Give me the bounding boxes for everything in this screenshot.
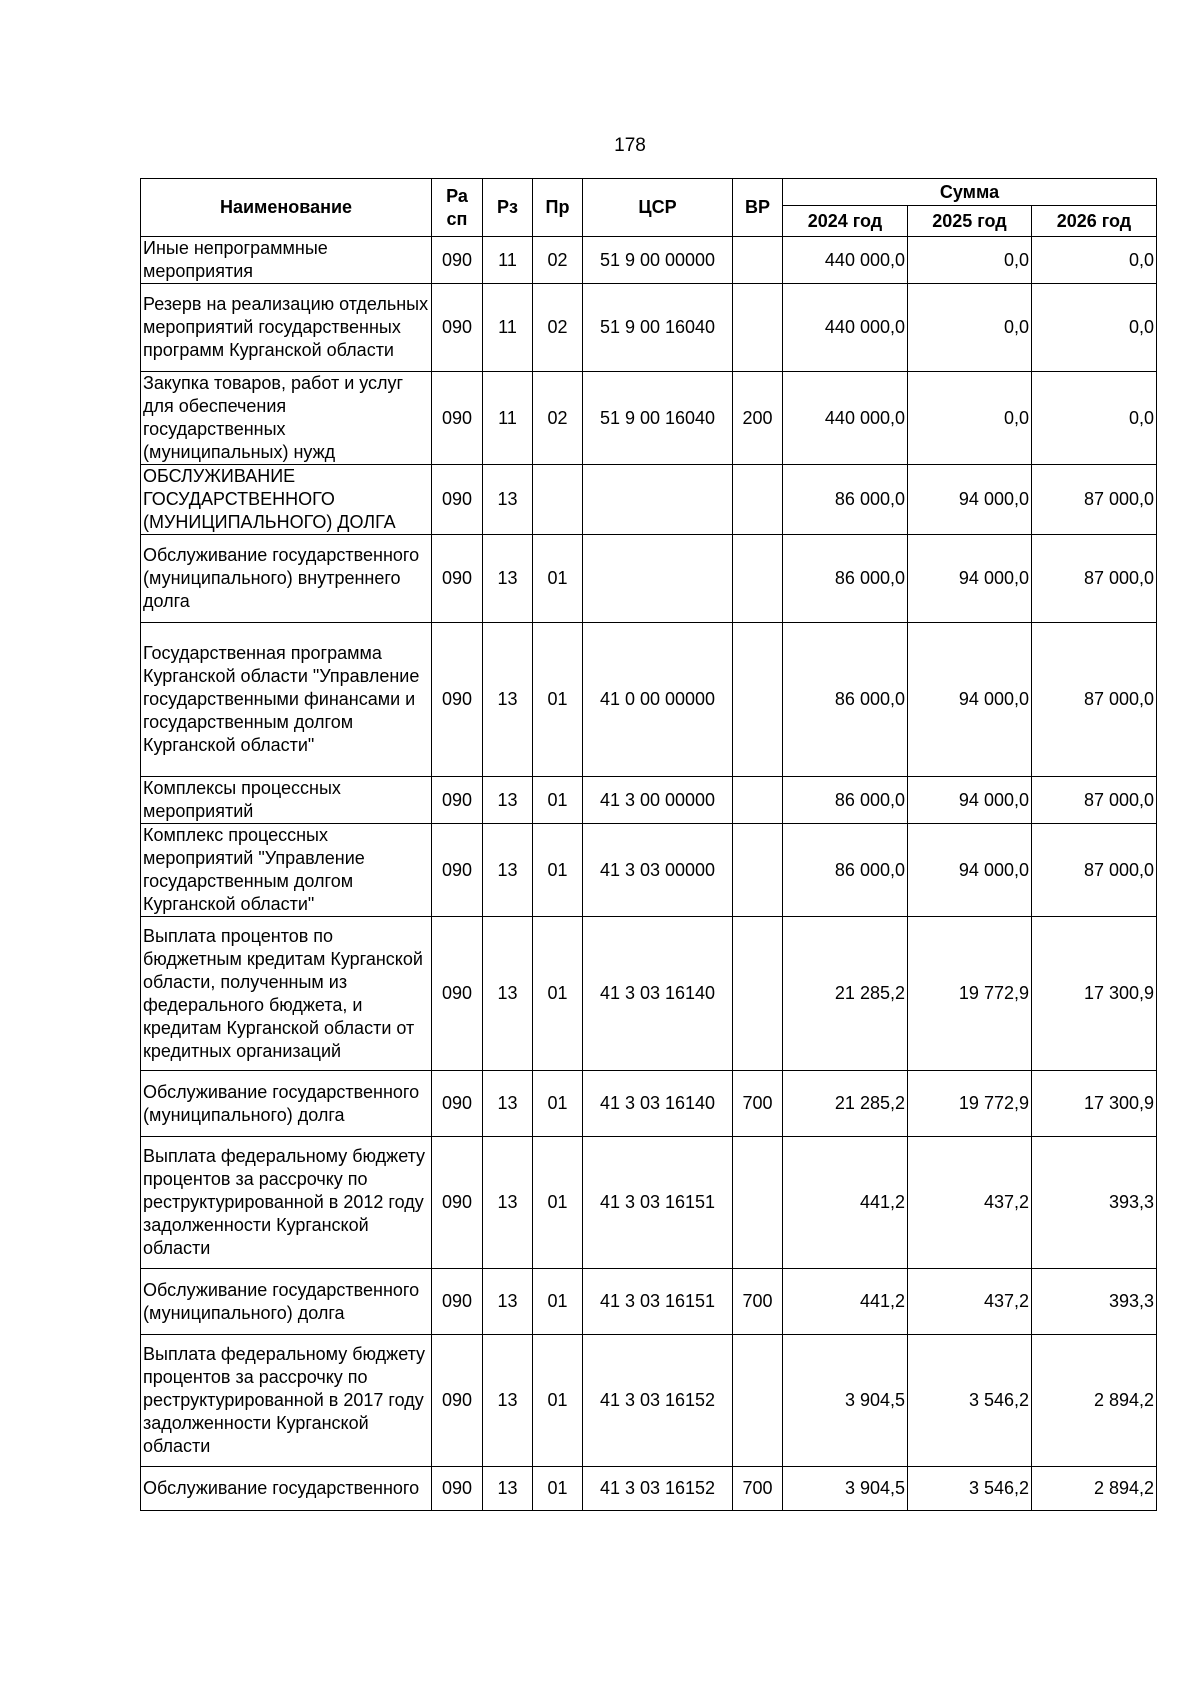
row-rasp: 090 (432, 824, 483, 917)
row-rasp: 090 (432, 237, 483, 284)
row-rasp: 090 (432, 777, 483, 824)
row-name: Выплата процентов по бюджетным кредитам Курганской области, полученным из федерального бюджета, и кредитам Курганской области от кредитных организаций (141, 917, 432, 1071)
row-pr: 01 (533, 824, 583, 917)
row-rasp: 090 (432, 372, 483, 465)
table-row (141, 284, 1157, 372)
row-csr: 41 3 00 00000 (583, 777, 733, 824)
row-sum-2026: 87 000,0 (1032, 824, 1157, 917)
row-name: Выплата федеральному бюджету процентов за рассрочку по реструктурированной в 2017 году задолженности Курганской области (141, 1335, 432, 1467)
header-year-2024: 2024 год (783, 206, 908, 237)
table-row (141, 465, 1157, 535)
row-sum-2026: 0,0 (1032, 237, 1157, 284)
row-sum-2026: 393,3 (1032, 1137, 1157, 1269)
row-sum-2026: 87 000,0 (1032, 777, 1157, 824)
row-rz: 13 (483, 623, 533, 777)
row-sum-2026: 17 300,9 (1032, 917, 1157, 1071)
table-header (141, 179, 1157, 237)
row-rz: 11 (483, 284, 533, 372)
row-vr (733, 917, 783, 1071)
row-rasp: 090 (432, 917, 483, 1071)
table-row (141, 1467, 1157, 1511)
row-pr: 01 (533, 1467, 583, 1511)
row-rz: 13 (483, 777, 533, 824)
row-sum-2024: 86 000,0 (783, 623, 908, 777)
row-name: Государственная программа Курганской области "Управление государственными финансами и государственным долгом Курганской области" (141, 623, 432, 777)
row-rz: 13 (483, 535, 533, 623)
row-sum-2025: 0,0 (908, 284, 1032, 372)
row-pr (533, 465, 583, 535)
row-vr (733, 777, 783, 824)
row-rz: 13 (483, 1269, 533, 1335)
row-sum-2026: 2 894,2 (1032, 1335, 1157, 1467)
table-row (141, 237, 1157, 284)
row-name: Обслуживание государственного (муниципального) долга (141, 1071, 432, 1137)
header-vr: ВР (733, 179, 783, 237)
row-sum-2026: 0,0 (1032, 372, 1157, 465)
row-csr: 41 3 03 16151 (583, 1137, 733, 1269)
row-vr (733, 237, 783, 284)
row-csr: 41 0 00 00000 (583, 623, 733, 777)
header-pr: Пр (533, 179, 583, 237)
row-sum-2025: 94 000,0 (908, 623, 1032, 777)
row-csr (583, 465, 733, 535)
row-csr: 41 3 03 16152 (583, 1467, 733, 1511)
row-sum-2025: 94 000,0 (908, 535, 1032, 623)
row-name: Комплексы процессных мероприятий (141, 777, 432, 824)
row-name: Иные непрограммные мероприятия (141, 237, 432, 284)
row-csr: 41 3 03 16152 (583, 1335, 733, 1467)
row-vr (733, 824, 783, 917)
table-row (141, 372, 1157, 465)
row-sum-2024: 86 000,0 (783, 465, 908, 535)
row-csr (583, 535, 733, 623)
row-pr: 01 (533, 623, 583, 777)
table-row (141, 777, 1157, 824)
row-sum-2024: 441,2 (783, 1137, 908, 1269)
row-vr: 700 (733, 1467, 783, 1511)
row-pr: 02 (533, 372, 583, 465)
row-sum-2025: 19 772,9 (908, 1071, 1032, 1137)
row-vr (733, 284, 783, 372)
row-vr: 700 (733, 1269, 783, 1335)
row-rz: 13 (483, 1335, 533, 1467)
row-csr: 41 3 03 16151 (583, 1269, 733, 1335)
row-rz: 13 (483, 824, 533, 917)
row-rz: 13 (483, 1467, 533, 1511)
row-rasp: 090 (432, 1335, 483, 1467)
row-sum-2025: 94 000,0 (908, 824, 1032, 917)
row-pr: 02 (533, 284, 583, 372)
row-rz: 11 (483, 237, 533, 284)
header-sum: Сумма (783, 179, 1157, 206)
row-sum-2024: 3 904,5 (783, 1467, 908, 1511)
row-sum-2024: 86 000,0 (783, 535, 908, 623)
header-rz: Рз (483, 179, 533, 237)
row-name: Комплекс процессных мероприятий "Управление государственным долгом Курганской области" (141, 824, 432, 917)
row-rasp: 090 (432, 284, 483, 372)
header-year-2025: 2025 год (908, 206, 1032, 237)
header-year-2026: 2026 год (1032, 206, 1157, 237)
table-row (141, 1071, 1157, 1137)
row-sum-2025: 437,2 (908, 1137, 1032, 1269)
row-sum-2024: 440 000,0 (783, 237, 908, 284)
row-pr: 01 (533, 1071, 583, 1137)
row-sum-2026: 0,0 (1032, 284, 1157, 372)
row-sum-2024: 86 000,0 (783, 777, 908, 824)
row-rz: 13 (483, 465, 533, 535)
row-rz: 11 (483, 372, 533, 465)
header-csr: ЦСР (583, 179, 733, 237)
table-row (141, 1137, 1157, 1269)
row-name: Обслуживание государственного (муниципального) долга (141, 1269, 432, 1335)
row-rasp: 090 (432, 535, 483, 623)
row-sum-2024: 21 285,2 (783, 1071, 908, 1137)
row-sum-2024: 86 000,0 (783, 824, 908, 917)
row-sum-2024: 441,2 (783, 1269, 908, 1335)
row-vr (733, 623, 783, 777)
row-name: ОБСЛУЖИВАНИЕ ГОСУДАРСТВЕННОГО (МУНИЦИПАЛЬНОГО) ДОЛГА (141, 465, 432, 535)
row-sum-2026: 17 300,9 (1032, 1071, 1157, 1137)
page-number: 178 (614, 135, 646, 156)
row-sum-2025: 3 546,2 (908, 1467, 1032, 1511)
row-name: Закупка товаров, работ и услуг для обеспечения государственных (муниципальных) нужд (141, 372, 432, 465)
row-rasp: 090 (432, 1467, 483, 1511)
row-sum-2025: 437,2 (908, 1269, 1032, 1335)
table-row (141, 623, 1157, 777)
row-sum-2026: 2 894,2 (1032, 1467, 1157, 1511)
row-sum-2025: 3 546,2 (908, 1335, 1032, 1467)
row-pr: 01 (533, 1335, 583, 1467)
row-csr: 51 9 00 00000 (583, 237, 733, 284)
row-vr (733, 1335, 783, 1467)
row-csr: 51 9 00 16040 (583, 284, 733, 372)
row-sum-2025: 94 000,0 (908, 465, 1032, 535)
row-rasp: 090 (432, 1269, 483, 1335)
row-vr: 700 (733, 1071, 783, 1137)
table-body (141, 237, 1157, 1511)
row-name: Выплата федеральному бюджету процентов за рассрочку по реструктурированной в 2012 году задолженности Курганской области (141, 1137, 432, 1269)
row-csr: 41 3 03 16140 (583, 1071, 733, 1137)
table-row (141, 535, 1157, 623)
row-pr: 02 (533, 237, 583, 284)
row-rz: 13 (483, 917, 533, 1071)
table-row (141, 824, 1157, 917)
table-row (141, 917, 1157, 1071)
row-sum-2026: 87 000,0 (1032, 623, 1157, 777)
row-csr: 41 3 03 00000 (583, 824, 733, 917)
row-vr (733, 465, 783, 535)
row-sum-2026: 393,3 (1032, 1269, 1157, 1335)
row-sum-2025: 0,0 (908, 237, 1032, 284)
budget-table (140, 178, 1157, 1511)
row-rasp: 090 (432, 1071, 483, 1137)
row-vr (733, 535, 783, 623)
row-sum-2025: 19 772,9 (908, 917, 1032, 1071)
row-csr: 41 3 03 16140 (583, 917, 733, 1071)
row-rasp: 090 (432, 1137, 483, 1269)
row-pr: 01 (533, 777, 583, 824)
row-name: Резерв на реализацию отдельных мероприятий государственных программ Курганской области (141, 284, 432, 372)
row-rasp: 090 (432, 623, 483, 777)
row-sum-2026: 87 000,0 (1032, 465, 1157, 535)
row-sum-2024: 440 000,0 (783, 284, 908, 372)
row-sum-2024: 3 904,5 (783, 1335, 908, 1467)
row-sum-2024: 440 000,0 (783, 372, 908, 465)
row-pr: 01 (533, 1137, 583, 1269)
row-vr: 200 (733, 372, 783, 465)
header-rasp: Ра сп (432, 179, 483, 237)
row-pr: 01 (533, 535, 583, 623)
row-pr: 01 (533, 1269, 583, 1335)
row-rasp: 090 (432, 465, 483, 535)
row-sum-2025: 0,0 (908, 372, 1032, 465)
table-row (141, 1269, 1157, 1335)
row-csr: 51 9 00 16040 (583, 372, 733, 465)
header-name: Наименование (141, 179, 432, 237)
row-rz: 13 (483, 1137, 533, 1269)
row-vr (733, 1137, 783, 1269)
row-pr: 01 (533, 917, 583, 1071)
row-sum-2024: 21 285,2 (783, 917, 908, 1071)
row-sum-2025: 94 000,0 (908, 777, 1032, 824)
row-name: Обслуживание государственного (141, 1467, 432, 1511)
row-sum-2026: 87 000,0 (1032, 535, 1157, 623)
row-rz: 13 (483, 1071, 533, 1137)
table-row (141, 1335, 1157, 1467)
row-name: Обслуживание государственного (муниципального) внутреннего долга (141, 535, 432, 623)
